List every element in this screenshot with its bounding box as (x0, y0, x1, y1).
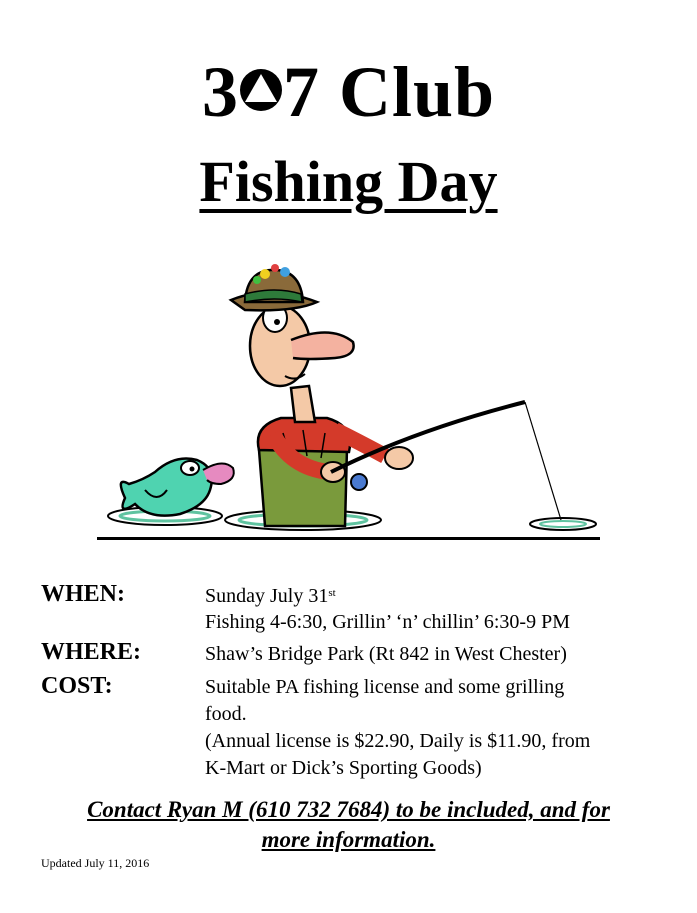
contact-line-1: Contact Ryan M (610 732 7684) to be included, and for (87, 797, 610, 822)
when-times: Fishing 4-6:30, Grillin’ ‘n’ chillin’ 6:30-9 PM (205, 611, 570, 633)
where-value: Shaw’s Bridge Park (Rt 842 in West Chester) (205, 643, 567, 665)
cost-line-2: food. (205, 703, 247, 725)
when-date-text: Sunday July 31 (205, 585, 329, 607)
page-title (0, 148, 697, 216)
when-date-suffix: st (328, 587, 336, 599)
event-title: Fishing Day (199, 149, 498, 214)
title-suffix: 7 Club (282, 52, 496, 132)
cost-line-4: K-Mart or Dick’s Sporting Goods) (205, 757, 482, 779)
fisherman-cartoon-icon (95, 258, 605, 543)
club-title (0, 52, 697, 132)
where-label: WHERE: (41, 639, 142, 665)
when-label: WHEN: (41, 581, 125, 607)
title-prefix: 3 (201, 52, 239, 132)
circle-triangle-logo-icon (239, 62, 283, 118)
fish-cartoon-icon (121, 459, 234, 516)
cost-line-3: (Annual license is $22.90, Daily is $11.90, from (205, 730, 591, 752)
when-date (205, 584, 655, 609)
divider-line (97, 537, 600, 540)
contact-info (40, 795, 657, 855)
cost-label: COST: (41, 673, 113, 699)
updated-date: Updated July 11, 2016 (41, 856, 150, 870)
contact-line-2: more information. (261, 827, 436, 852)
cost-line-1: Suitable PA fishing license and some grilling (205, 676, 565, 698)
